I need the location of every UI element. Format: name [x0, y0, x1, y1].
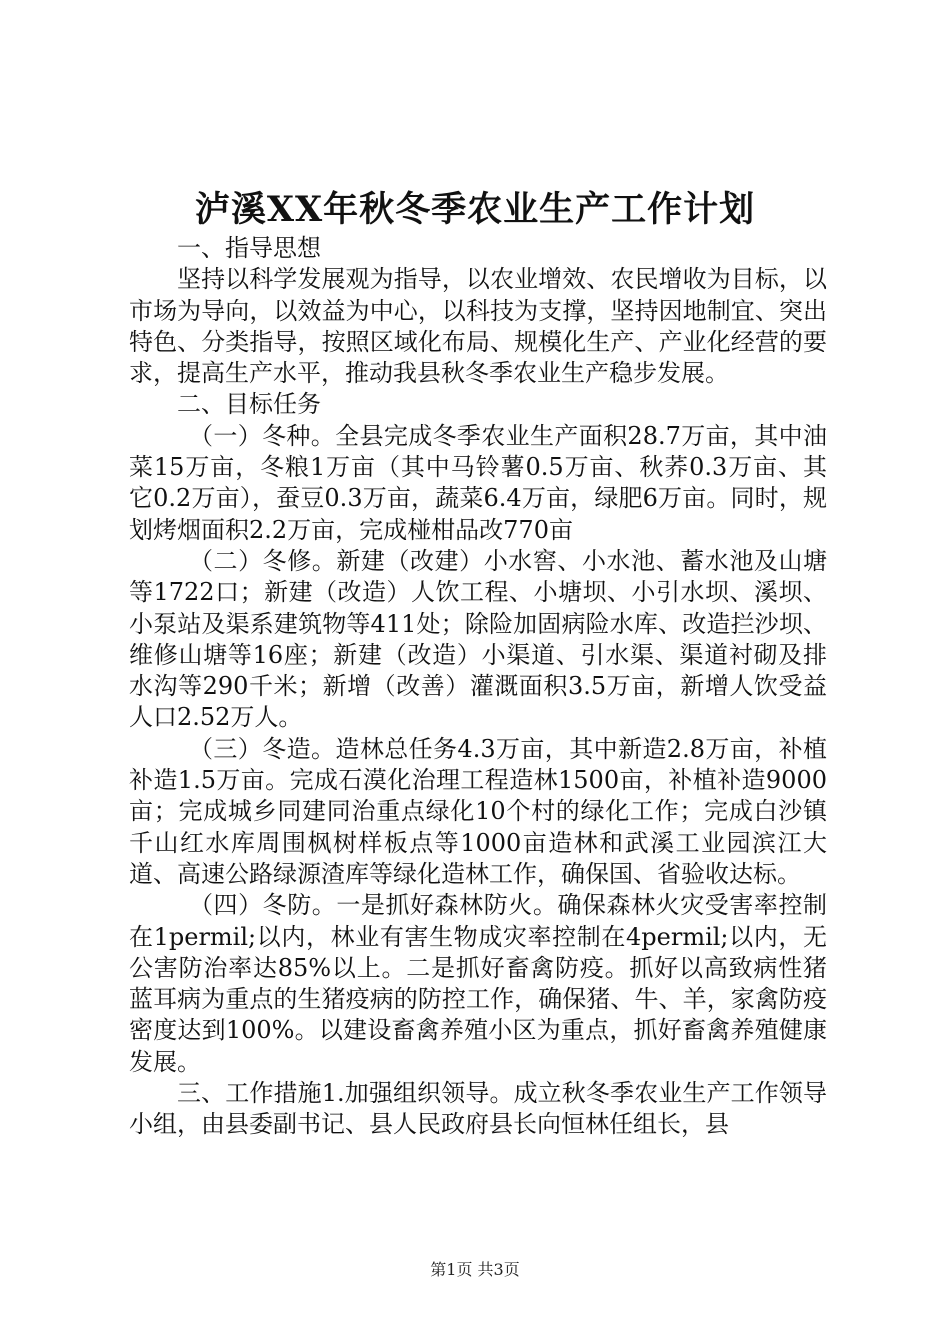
section-heading-guiding-ideology: 一、指导思想 — [177, 234, 321, 262]
paragraph-winter-prevention: （四）冬防。一是抓好森林防火。确保森林火灾受害率控制在1permil;以内，林业有害生物成灾率控制在4permil;以内，无公害防治率达85%以上。二是抓好畜禽防疫。抓好以高致病性猪蓝耳病为重点的生猪疫病的防控工作，确保猪、牛、羊，家禽防疫密度达到100%。以建设畜禽养殖小区为重点，抓好畜禽养殖健康发展。 — [129, 891, 827, 1076]
section-heading-measures: 三、工作措施1.加强组织领导。成立秋冬季农业生产工作领导小组，由县委副书记、县人民政府县长向恒林任组长，县 — [129, 1079, 827, 1139]
section-heading-targets: 二、目标任务 — [177, 390, 321, 419]
paragraph-winter-planting: （一）冬种。全县完成冬季农业生产面积28.7万亩，其中油菜15万亩，冬粮1万亩（其中马铃薯0.5万亩、秋荞0.3万亩、其它0.2万亩），蚕豆0.3万亩，蔬菜6.4万亩，绿肥6万亩。同时，规划烤烟面积2.2万亩，完成椪柑品改770亩 — [129, 421, 827, 544]
paragraph-guiding-ideology: 坚持以科学发展观为指导，以农业增效、农民增收为目标，以市场为导向，以效益为中心，以科技为支撑，坚持因地制宜、突出特色、分类指导，按照区域化布局、规模化生产、产业化经营的要求，提高生产水平，推动我县秋冬季农业生产稳步发展。 — [129, 265, 827, 388]
page-number-footer: 第1页 共3页 — [430, 1260, 520, 1279]
paragraph-winter-afforestation: （三）冬造。造林总任务4.3万亩，其中新造2.8万亩，补植补造1.5万亩。完成石漠化治理工程造林1500亩，补植补造9000亩；完成城乡同建同治重点绿化10个村的绿化工作；完成白沙镇千山红水库周围枫树样板点等1000亩造林和武溪工业园滨江大道、高速公路绿源渣库等绿化造林工作，确保国、省验收达标。 — [129, 734, 827, 888]
document-title: 泸溪XX年秋冬季农业生产工作计划 — [194, 189, 756, 230]
paragraph-winter-repair: （二）冬修。新建（改建）小水窖、小水池、蓄水池及山塘等1722口；新建（改造）人饮工程、小塘坝、小引水坝、溪坝、小泵站及渠系建筑物等411处；除险加固病险水库、改造拦沙坝、维修山塘等16座；新建（改造）小渠道、引水渠、渠道衬砌及排水沟等290千米；新增（改善）灌溉面积3.5万亩，新增人饮受益人口2.52万人。 — [129, 546, 827, 732]
document-body — [129, 233, 827, 1141]
